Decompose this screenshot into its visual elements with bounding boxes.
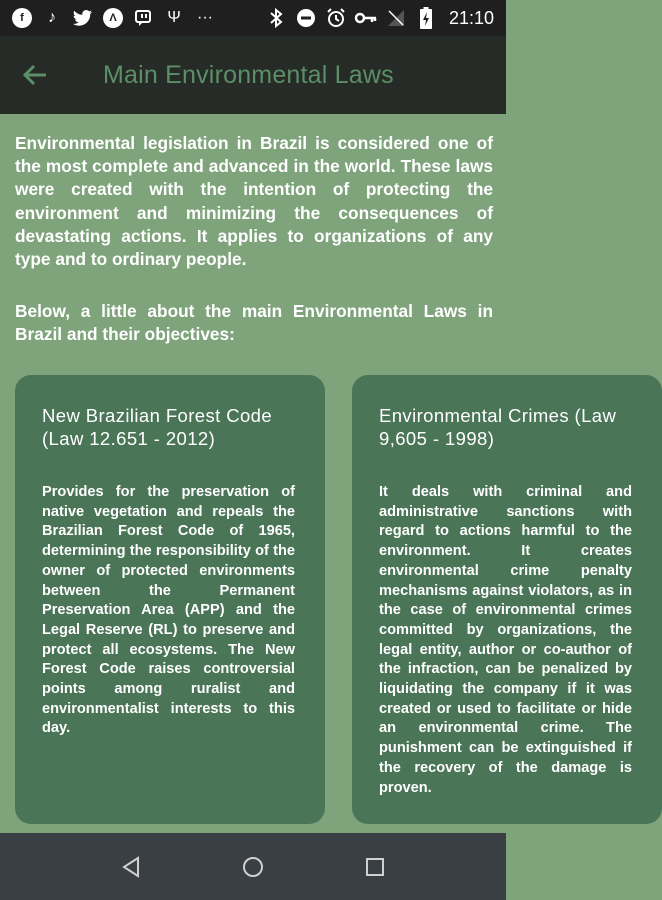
- bluetooth-icon: [265, 7, 287, 29]
- twitch-icon: [132, 7, 154, 29]
- facebook-icon: f: [12, 8, 32, 28]
- clock: 21:10: [448, 7, 494, 28]
- more-icon: ···: [197, 9, 213, 26]
- alarm-icon: [325, 7, 347, 29]
- system-nav-bar: [0, 833, 506, 900]
- intro-paragraph-2: Below, a little about the main Environmental Laws in Brazil and their objectives:: [15, 301, 493, 345]
- nav-home-button[interactable]: [233, 847, 273, 887]
- law-card-body: Provides for the preservation of native vegetation and repeals the Brazilian Forest Code of 1965, determining the responsibility of the owner of protected environments between the Permanent Preservation Area (APP) and the Legal Reserve (RL) to preserve and protect all ecosystems. The New Forest Code raises controversial points among ruralist and environmentalist interests to this day.: [42, 484, 295, 737]
- vpn-icon: Λ: [103, 8, 123, 28]
- intro-paragraph: Environmental legislation in Brazil is considered one of the most complete and advanced in the world. These laws were created with the intention of protecting the environment and minimizing the consequences of devastating actions. It applies to organizations of any type and to ordinary people.: [15, 133, 493, 270]
- law-card-title: New Brazilian Forest Code (Law 12.651 - 2012): [42, 405, 273, 449]
- tiktok-icon: ♪: [48, 9, 56, 26]
- twitter-icon: [72, 7, 94, 29]
- status-right-icons: [265, 7, 494, 29]
- usb-icon: Ψ: [167, 9, 181, 26]
- status-bar: [0, 0, 506, 36]
- dnd-icon: [295, 7, 317, 29]
- key-icon: [355, 7, 377, 29]
- nav-recents-button[interactable]: [355, 847, 395, 887]
- square-recents-icon: [365, 857, 385, 877]
- law-card[interactable]: [15, 375, 325, 824]
- circle-home-icon: [242, 856, 264, 878]
- triangle-back-icon: [121, 856, 141, 878]
- back-button[interactable]: [0, 36, 70, 114]
- battery-charging-icon: [415, 7, 437, 29]
- law-card-body: It deals with criminal and administrative sanctions with regard to actions harmful to the environment. It creates environmental crime penalty mechanisms against violators, as in the case of environmental crimes committed by organizations, the legal entity, author or co-author of the infraction, can be penalized by liquidating the company if it was created or used to facilitate or hide an environmental crime. The punishment can be extinguished if the recovery of the damage is proven.: [379, 484, 632, 796]
- main-content[interactable]: [0, 114, 632, 833]
- status-left-icons: [12, 7, 216, 29]
- arrow-back-icon: [22, 64, 48, 86]
- app-bar: [0, 36, 506, 114]
- no-signal-icon: [385, 7, 407, 29]
- law-card-title: Environmental Crimes (Law 9,605 - 1998): [379, 405, 617, 449]
- law-card[interactable]: [352, 375, 662, 824]
- page-title: Main Environmental Laws: [103, 60, 394, 89]
- nav-back-button[interactable]: [111, 847, 151, 887]
